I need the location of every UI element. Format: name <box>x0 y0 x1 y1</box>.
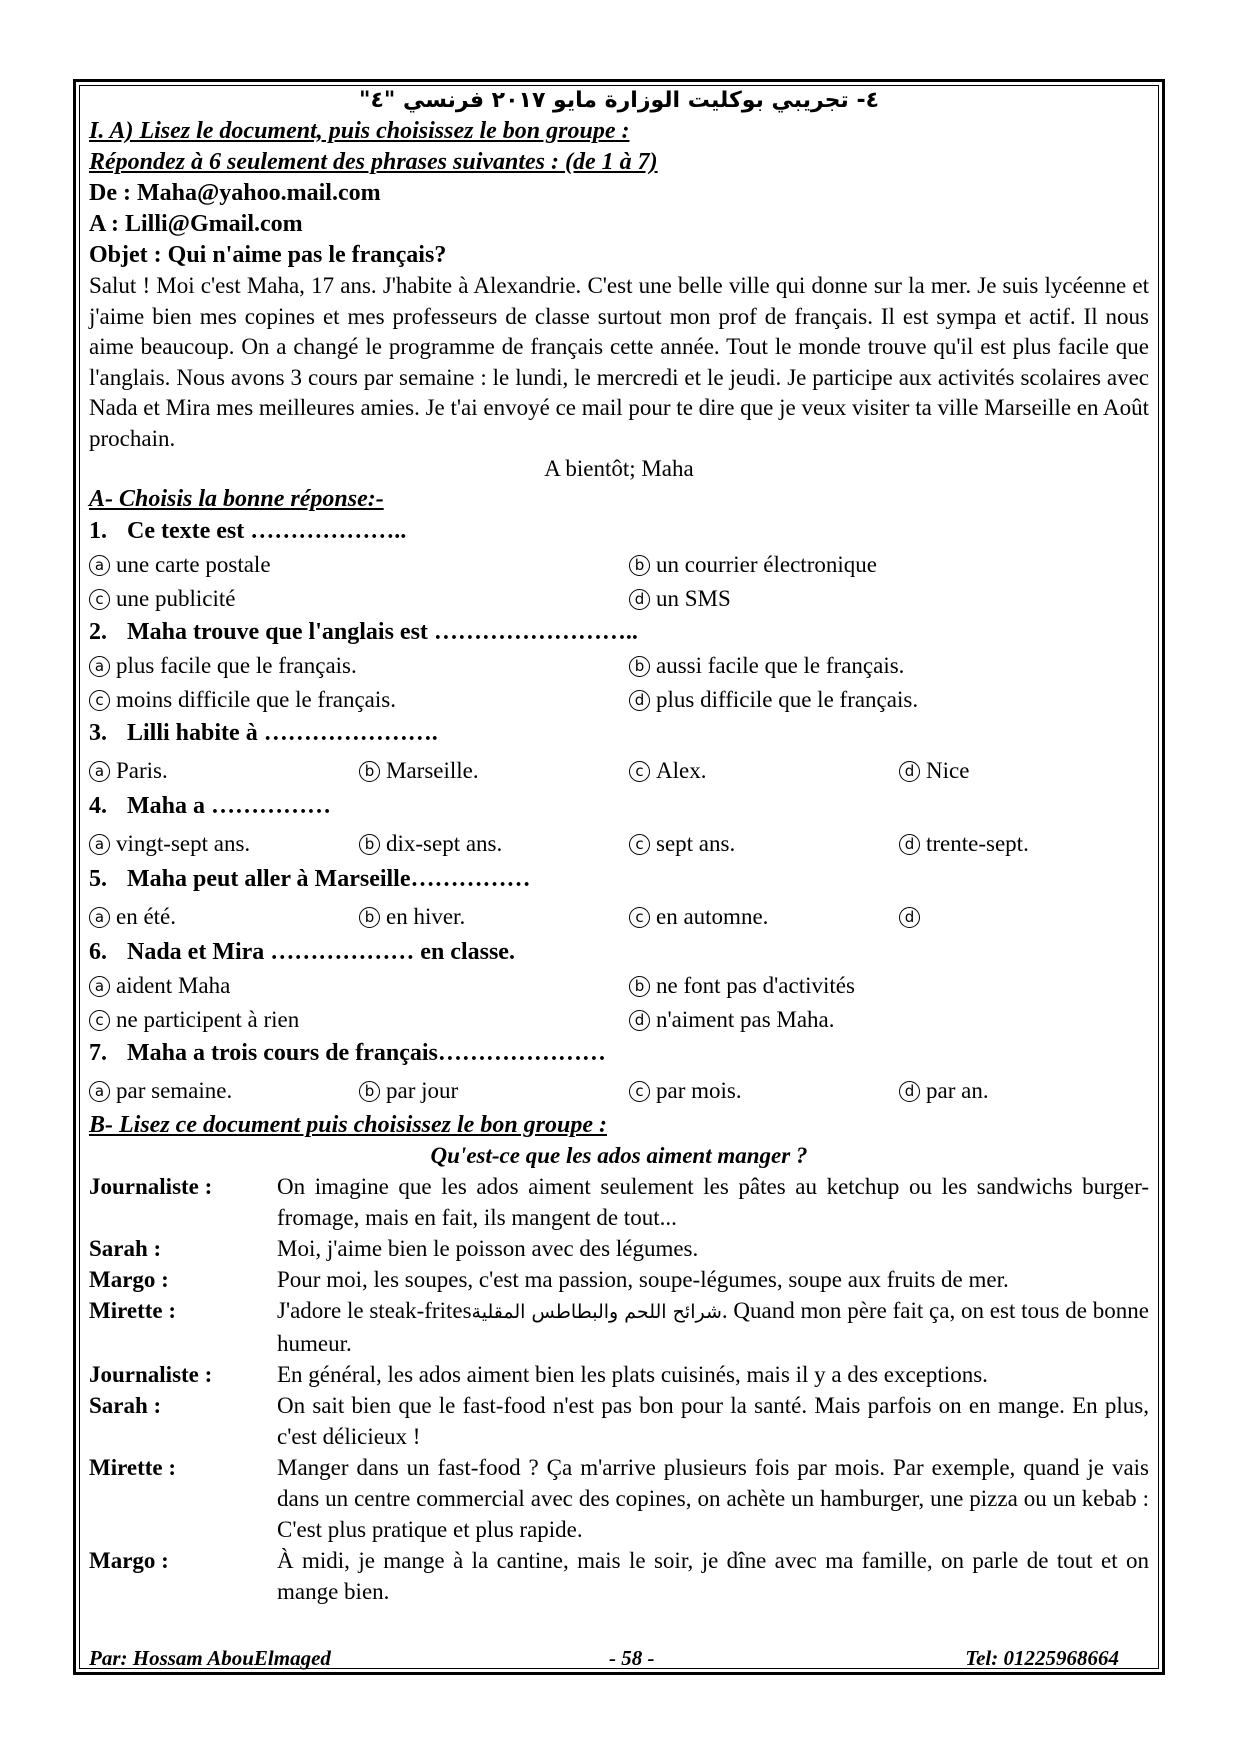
question: 5. Maha peut aller à Marseille…………… <box>89 866 531 892</box>
choice-circle-icon: b <box>359 761 380 782</box>
speaker: Journaliste : <box>89 1174 213 1199</box>
option-b[interactable]: b par jour <box>359 1074 629 1108</box>
option-c[interactable]: c moins difficile que le français. <box>89 683 629 717</box>
speech: Pour moi, les soupes, c'est ma passion, soupe-légumes, soupe aux fruits de mer. <box>277 1267 1009 1292</box>
speech: Manger dans un fast-food ? Ça m'arrive plusieurs fois par mois. Par exemple, quand je vais dans un centre commercial avec des copines, on achète un hamburger, une pizza ou un kebab : C'est plus pratique et plus rapide. <box>277 1455 1149 1542</box>
option-c[interactable]: c une publicité <box>89 582 629 616</box>
question: 4. Maha a …………… <box>89 793 331 819</box>
section-heading: I. A) Lisez le document, puis choisissez le bon groupe : <box>89 118 630 144</box>
answer-options <box>89 827 1149 861</box>
choice-circle-icon: d <box>629 1010 650 1031</box>
choice-circle-icon: b <box>359 1081 380 1102</box>
choice-circle-icon: b <box>359 907 380 928</box>
option-d[interactable]: d plus difficile que le français. <box>629 683 1149 717</box>
choice-circle-icon: d <box>899 907 920 928</box>
option-a[interactable]: a en été. <box>89 900 359 934</box>
speech: Moi, j'aime bien le poisson avec des légumes. <box>277 1236 699 1261</box>
dialogue <box>89 1171 1149 1607</box>
speech: À midi, je mange à la cantine, mais le soir, je dîne avec ma famille, on parle de tout et on mange bien. <box>277 1548 1149 1604</box>
option-c[interactable]: c sept ans. <box>629 827 899 861</box>
speaker: Margo : <box>89 1267 169 1292</box>
choice-circle-icon: d <box>899 834 920 855</box>
option-a[interactable]: a par semaine. <box>89 1074 359 1108</box>
option-a[interactable]: a aident Maha <box>89 969 629 1003</box>
answer-options <box>89 754 1149 788</box>
question: 2. Maha trouve que l'anglais est …………………….. <box>89 619 638 645</box>
email-signature: A bientôt; Maha <box>544 456 694 481</box>
option-a[interactable]: a vingt-sept ans. <box>89 827 359 861</box>
option-c[interactable]: c ne participent à rien <box>89 1003 629 1037</box>
option-d[interactable]: d trente-sept. <box>899 827 1149 861</box>
choice-circle-icon: d <box>899 1081 920 1102</box>
choice-circle-icon: c <box>89 589 110 610</box>
option-a[interactable]: a Paris. <box>89 754 359 788</box>
page-number: - 58 - <box>609 1646 655 1670</box>
answer-options <box>89 900 1149 934</box>
choice-circle-icon: d <box>629 589 650 610</box>
choice-circle-icon: a <box>89 834 110 855</box>
answer-options <box>89 649 1149 717</box>
part-b-heading: B- Lisez ce document puis choisissez le bon groupe : <box>89 1112 608 1138</box>
choice-circle-icon: b <box>629 656 650 677</box>
email-from: De : Maha@yahoo.mail.com <box>89 180 381 206</box>
choice-circle-icon: c <box>629 834 650 855</box>
answer-options <box>89 548 1149 616</box>
email-body: Salut ! Moi c'est Maha, 17 ans. J'habite à Alexandrie. C'est une belle ville qui donne sur la mer. Je suis lycéenne et j'aime bien mes copines et mes professeurs de classe surtout mon prof de français. Il est sympa et actif. Il nous aime beaucoup. On a changé le programme de français cette année. Tout le monde trouve qu'il est plus facile que l'anglais. Nous avons 3 cours par semaine : le lundi, le mercredi et le jeudi. Je participe aux activités scolaires avec Nada et Mira mes meilleures amies. Je t'ai envoyé ce mail pour te dire que je veux visiter ta ville Marseille en Août prochain. <box>89 273 1149 451</box>
option-d[interactable]: d Nice <box>899 754 1149 788</box>
answer-options <box>89 969 1149 1037</box>
option-c[interactable]: c par mois. <box>629 1074 899 1108</box>
option-b[interactable]: b aussi facile que le français. <box>629 649 1149 683</box>
email-to: A : Lilli@Gmail.com <box>89 211 303 237</box>
speech: On sait bien que le fast-food n'est pas bon pour la santé. Mais parfois on en mange. En plus, c'est délicieux ! <box>277 1393 1149 1449</box>
speech: On imagine que les ados aiment seulement les pâtes au ketchup ou les sandwichs burger- fromage, mais en fait, ils mangent de tout... <box>277 1174 1149 1230</box>
dialogue-title: Qu'est-ce que les ados aiment manger ? <box>430 1143 808 1168</box>
option-c[interactable]: c Alex. <box>629 754 899 788</box>
speaker: Margo : <box>89 1548 169 1573</box>
footer-phone: Tel: 01225968664 <box>965 1646 1119 1670</box>
question: 7. Maha a trois cours de français………………… <box>89 1040 606 1066</box>
speaker: Sarah : <box>89 1393 162 1418</box>
footer-author: Par: Hossam AbouElmaged <box>89 1646 331 1670</box>
speaker: Mirette : <box>89 1298 177 1323</box>
option-b[interactable]: b ne font pas d'activités <box>629 969 1149 1003</box>
answer-options <box>89 1074 1149 1108</box>
choice-circle-icon: a <box>89 761 110 782</box>
choice-circle-icon: b <box>359 834 380 855</box>
option-b[interactable]: b Marseille. <box>359 754 629 788</box>
choice-circle-icon: b <box>629 976 650 997</box>
choice-circle-icon: d <box>629 690 650 711</box>
choice-circle-icon: a <box>89 976 110 997</box>
choice-circle-icon: c <box>629 761 650 782</box>
option-d[interactable]: d par an. <box>899 1074 1149 1108</box>
arabic-translation: شرائح اللحم والبطاطس المقلية <box>471 1301 722 1323</box>
speaker: Journaliste : <box>89 1362 213 1387</box>
choice-circle-icon: c <box>89 1010 110 1031</box>
speech: En général, les ados aiment bien les plats cuisinés, mais il y a des exceptions. <box>277 1362 988 1387</box>
part-a-heading: A- Choisis la bonne réponse:- <box>89 486 384 512</box>
question: 1. Ce texte est ……………….. <box>89 518 407 544</box>
question: 6. Nada et Mira ……………… en classe. <box>89 939 515 965</box>
question: 3. Lilli habite à …………………. <box>89 720 438 746</box>
instruction: Répondez à 6 seulement des phrases suivantes : (de 1 à 7) <box>89 149 658 175</box>
choice-circle-icon: a <box>89 1081 110 1102</box>
page-footer <box>89 1646 1119 1672</box>
option-b[interactable]: b en hiver. <box>359 900 629 934</box>
email-subject: Objet : Qui n'aime pas le français? <box>89 242 447 268</box>
option-c[interactable]: c en automne. <box>629 900 899 934</box>
option-b[interactable]: b dix-sept ans. <box>359 827 629 861</box>
option-d[interactable]: d n'aiment pas Maha. <box>629 1003 1149 1037</box>
choice-circle-icon: d <box>899 761 920 782</box>
option-d[interactable] <box>899 900 1149 934</box>
speaker: Sarah : <box>89 1236 162 1261</box>
speech: J'adore le steak-fritesشرائح اللحم والبطاطس المقلية. Quand mon père fait ça, on est tous de bonne humeur. <box>277 1298 1149 1356</box>
choice-circle-icon: a <box>89 656 110 677</box>
page-title: ٤- تجريبي بوكليت الوزارة مايو ٢٠١٧ فرنسي "٤" <box>358 88 880 113</box>
choice-circle-icon: c <box>89 690 110 711</box>
option-d[interactable]: d un SMS <box>629 582 1149 616</box>
choice-circle-icon: c <box>629 1081 650 1102</box>
worksheet-content <box>89 86 1149 1607</box>
choice-circle-icon: a <box>89 907 110 928</box>
choice-circle-icon: a <box>89 555 110 576</box>
choice-circle-icon: c <box>629 907 650 928</box>
option-b[interactable]: b un courrier électronique <box>629 548 1149 582</box>
option-a[interactable]: a plus facile que le français. <box>89 649 629 683</box>
option-a[interactable]: a une carte postale <box>89 548 629 582</box>
speaker: Mirette : <box>89 1455 177 1480</box>
choice-circle-icon: b <box>629 555 650 576</box>
